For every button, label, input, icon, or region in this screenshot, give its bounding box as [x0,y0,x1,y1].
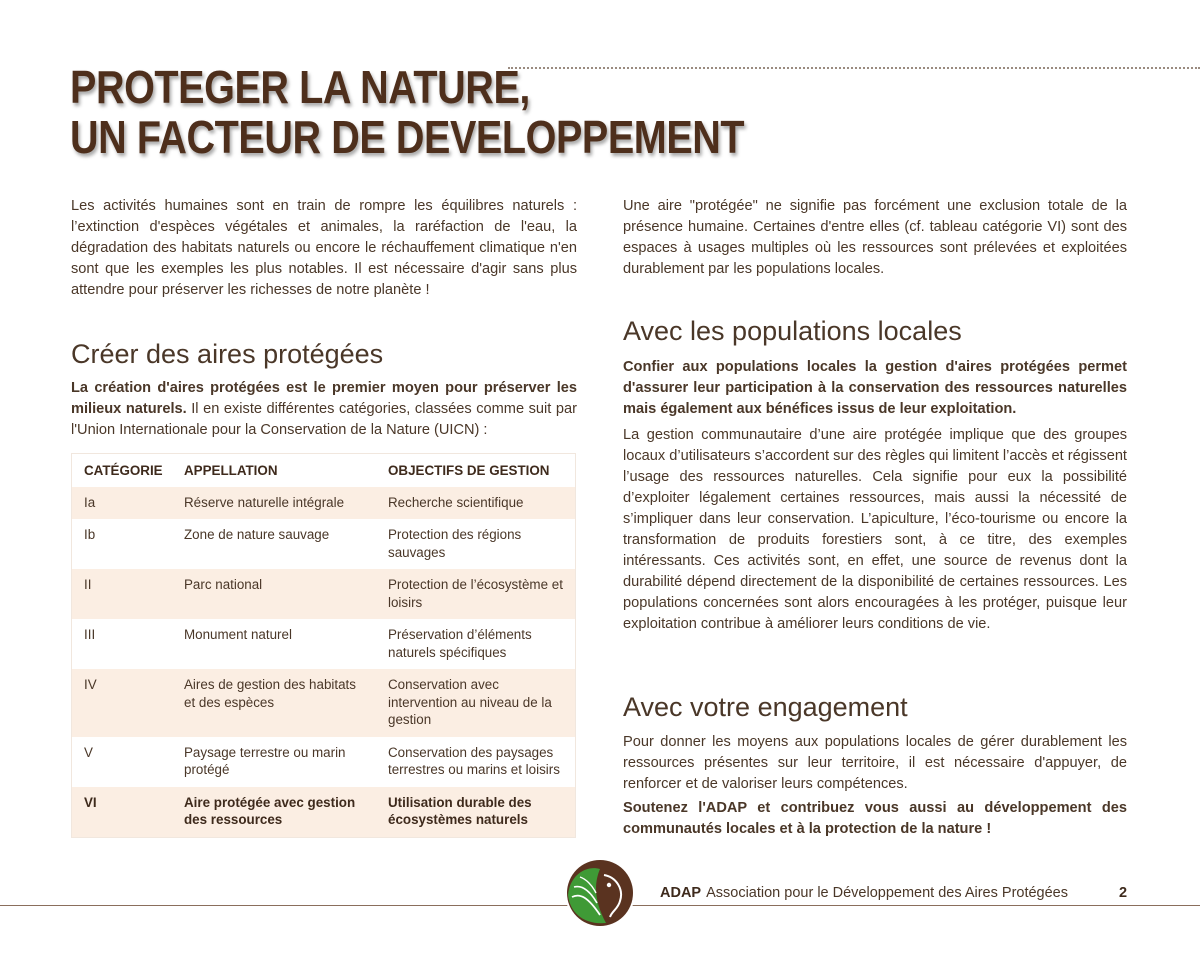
uicn-categories-table [71,453,576,838]
aires-protegees-lead: La création d'aires protégées est le premier moyen pour préserver les milieux naturels. [71,380,577,417]
cell-objectifs: Protection des régions sauvages [376,519,576,569]
section-heading-populations-locales: Avec les populations locales [623,316,962,346]
page-title-line-1: PROTEGER LA NATURE, [70,61,530,113]
page-title [70,62,744,162]
footer-association-name: Association pour le Développement des Aires Protégées [706,885,1068,901]
leaf-elephant-logo-icon [564,857,636,929]
cell-categorie: V [72,737,173,787]
table-row [72,619,576,669]
section-heading-engagement: Avec votre engagement [623,692,908,722]
cell-appellation: Parc national [172,569,376,619]
table-row [72,487,576,520]
left-intro-paragraph: Les activités humaines sont en train de rompre les équilibres naturels : l’extinction d'espèces végétales et animales, la raréfaction de l'eau, la dégradation des habitats naturels ou encore le réchauffement climatique n'en sont que les exemples les plus notables. Il est nécessaire d'agir sans plus attendre pour préserver les richesses de notre planète ! [71,198,577,298]
column-header-objectifs: OBJECTIFS DE GESTION [376,454,576,487]
cell-appellation: Monument naturel [172,619,376,669]
cell-objectifs: Conservation des paysages terrestres ou marins et loisirs [376,737,576,787]
cell-objectifs: Conservation avec intervention au niveau de la gestion [376,669,576,737]
footer-acronym: ADAP [660,885,702,901]
cell-categorie: Ib [72,519,173,569]
page-number: 2 [1119,885,1128,901]
column-header-appellation: APPELLATION [172,454,376,487]
table-row [72,519,576,569]
cell-categorie: II [72,569,173,619]
table-row [72,569,576,619]
page-title-line-2: UN FACTEUR DE DEVELOPPEMENT [70,111,745,163]
section-heading-aires-protegees: Créer des aires protégées [71,339,384,369]
table-row [72,787,576,838]
aires-protegees-text: Il en existe différentes catégories, classées comme suit par l'Union Internationale pour la Conservation de la Nature (UICN) : [71,401,577,438]
cell-appellation: Paysage terrestre ou marin protégé [172,737,376,787]
populations-locales-paragraph: La gestion communautaire d’une aire protégée implique que des groupes locaux d’utilisateurs s’accordent sur des règles qui limitent l’accès et régissent l’usage des ressources naturelles. Cela signifie pour eux la possibilité d’exploiter légalement certaines ressources, mais aussi la nécessité de s’impliquer dans leur conservation. L’apiculture, l’éco-tourisme ou encore la transformation de produits forestiers sont, à ce titre, des exemples intéressants. Ces activités sont, en effet, une source de revenus dont la durabilité dépend directement de la disponibilité de certaines ressources. Les populations concernées sont alors encouragées à les protéger, puisque leur exploitation contribue à améliorer leurs conditions de vie. [623,427,1127,632]
engagement-paragraph: Pour donner les moyens aux populations locales de gérer durablement les ressources présentes sur leur territoire, il est nécessaire d'appuyer, de renforcer et de valoriser leurs compétences. [623,734,1127,792]
cell-objectifs: Préservation d’éléments naturels spécifiques [376,619,576,669]
aires-protegees-paragraph [71,378,577,441]
cell-objectifs: Protection de l’écosystème et loisirs [376,569,576,619]
engagement-call-to-action: Soutenez l'ADAP et contribuez vous aussi au développement des communautés locales et à la protection de la nature ! [623,800,1127,837]
table-row [72,737,576,787]
cell-categorie: VI [72,787,173,838]
cell-appellation: Réserve naturelle intégrale [172,487,376,520]
cell-categorie: III [72,619,173,669]
table-header-row [72,454,576,487]
cell-appellation: Aires de gestion des habitats et des espèces [172,669,376,737]
cell-appellation: Zone de nature sauvage [172,519,376,569]
cell-objectifs: Utilisation durable des écosystèmes naturels [376,787,576,838]
cell-categorie: IV [72,669,173,737]
footer-association [660,885,1068,901]
table-row [72,669,576,737]
cell-objectifs: Recherche scientifique [376,487,576,520]
right-intro-paragraph: Une aire "protégée" ne signifie pas forcément une exclusion totale de la présence humaine. Certaines d'entre elles (cf. tableau catégorie VI) sont des espaces à usages multiples où les ressources sont prélevées et exploitées durablement par les populations locales. [623,198,1127,277]
column-header-categorie: CATÉGORIE [72,454,173,487]
cell-appellation: Aire protégée avec gestion des ressources [172,787,376,838]
cell-categorie: Ia [72,487,173,520]
populations-locales-lead: Confier aux populations locales la gestion d'aires protégées permet d'assurer leur participation à la conservation des ressources naturelles mais également aux bénéfices issus de leur exploitation. [623,359,1127,417]
